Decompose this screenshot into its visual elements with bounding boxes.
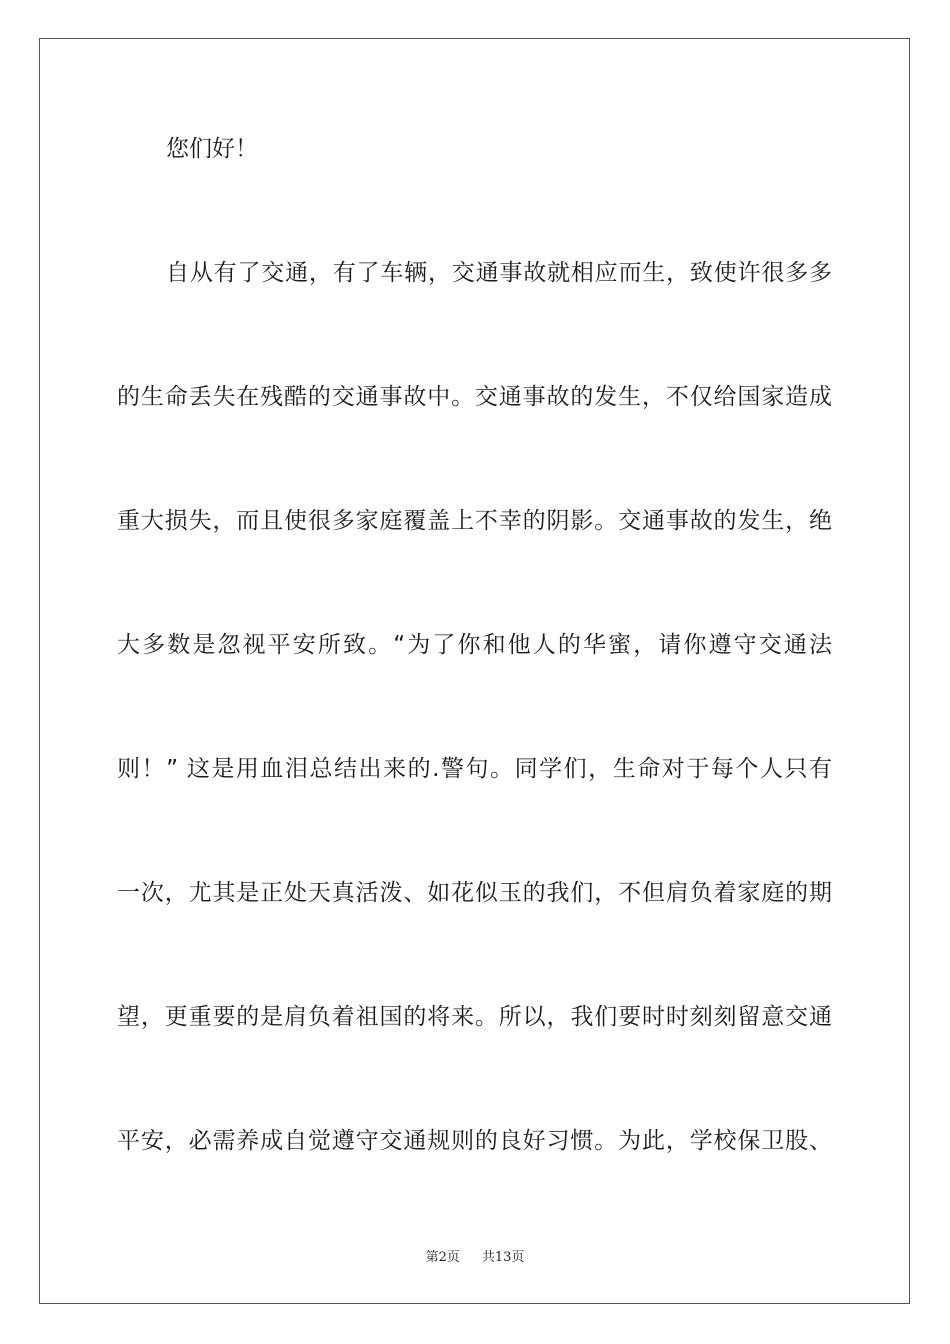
paragraph-line-8: 平安，必需养成自觉遵守交通规则的良好习惯。为此，学校保卫股、 (117, 1128, 832, 1154)
paragraph-line-4: 大多数是忽视平安所致。“为了你和他人的华蜜，请你遵守交通法 (117, 632, 832, 658)
page-total: 共13页 (481, 1250, 525, 1265)
paragraph-line-1: 自从有了交通，有了车辆，交通事故就相应而生，致使许很多多 (166, 260, 832, 286)
paragraph-line-5: 则！” 这是用血泪总结出来的.警句。同学们，生命对于每个人只有 (117, 756, 832, 782)
paragraph-line-2: 的生命丢失在残酷的交通事故中。交通事故的发生，不仅给国家造成 (117, 384, 832, 410)
page-footer (0, 1246, 950, 1265)
greeting-line: 您们好！ (166, 136, 258, 162)
page-border (39, 38, 910, 1304)
paragraph-line-6: 一次，尤其是正处天真活泼、如花似玉的我们，不但肩负着家庭的期 (117, 880, 832, 906)
paragraph-line-7: 望，更重要的是肩负着祖国的将来。所以，我们要时时刻刻留意交通 (117, 1004, 832, 1030)
page-number: 第2页 (425, 1250, 460, 1265)
paragraph-line-3: 重大损失，而且使很多家庭覆盖上不幸的阴影。交通事故的发生，绝 (117, 508, 832, 534)
